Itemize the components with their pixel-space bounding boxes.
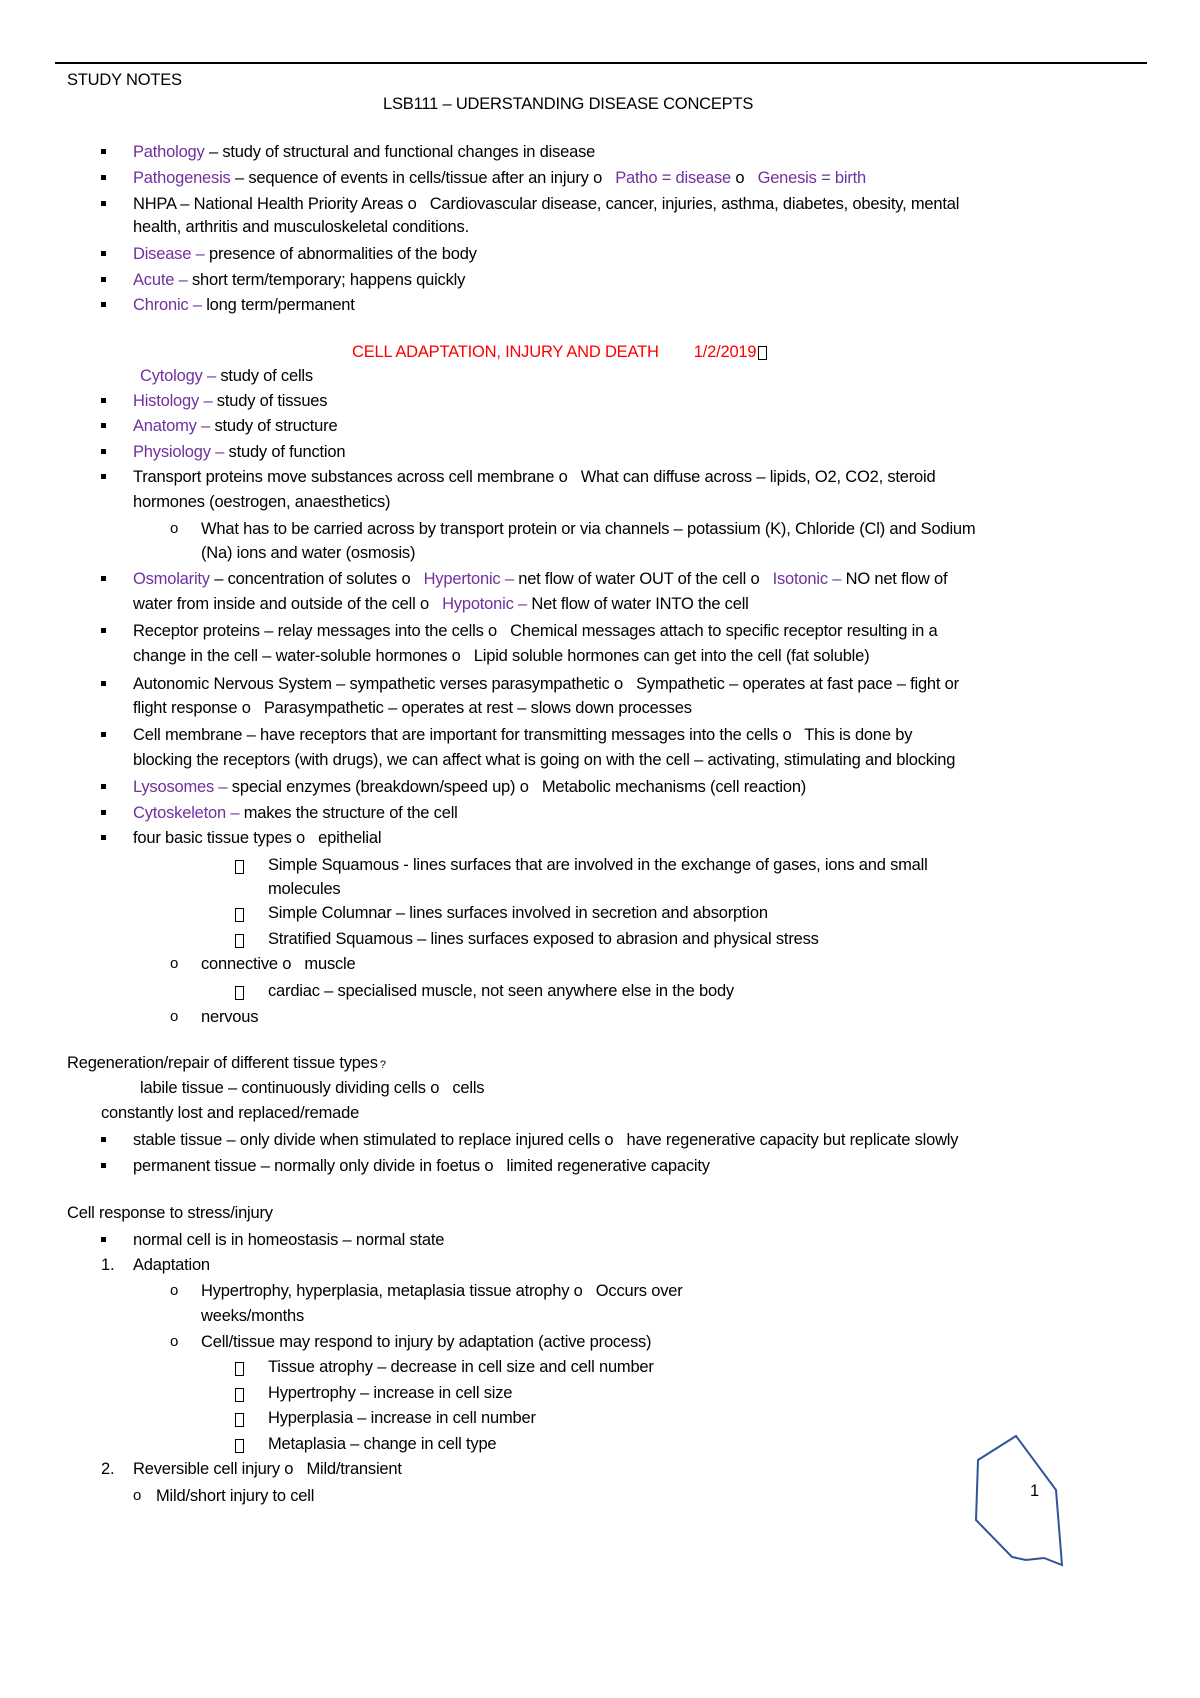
bullet <box>101 302 106 307</box>
list-item: Reversible cell injury o Mild/transient <box>133 1460 402 1478</box>
missing-glyph-icon <box>758 346 767 360</box>
list-item: Physiology – study of function <box>133 443 346 461</box>
list-item: Anatomy – study of structure <box>133 417 338 435</box>
list-item: Chronic – long term/permanent <box>133 296 355 314</box>
bullet <box>101 784 106 789</box>
list-item: four basic tissue types o epithelial <box>133 829 382 847</box>
sub-sub-list-item-continuation: molecules <box>268 880 341 898</box>
sub-list-item: What has to be carried across by transport protein or via channels – potassium (K), Chloride (Cl) and Sodium <box>201 520 976 538</box>
list-item: Adaptation <box>133 1256 210 1274</box>
sub-sub-list-item: Stratified Squamous – lines surfaces exposed to abrasion and physical stress <box>268 930 819 948</box>
missing-glyph-icon <box>235 908 244 922</box>
sub-sub-list-item: Simple Columnar – lines surfaces involved in secretion and absorption <box>268 904 768 922</box>
list-item: Osmolarity – concentration of solutes o Hypertonic – net flow of water OUT of the cell o Isotonic – NO net flow of <box>133 570 948 588</box>
list-item: Transport proteins move substances across cell membrane o What can diffuse across – lipids, O2, CO2, steroid <box>133 468 936 486</box>
course-title: LSB111 – UDERSTANDING DISEASE CONCEPTS <box>383 95 754 113</box>
list-item: Cell membrane – have receptors that are important for transmitting messages into the cells o This is done by <box>133 726 913 744</box>
top-rule <box>55 62 1147 64</box>
study-notes-label: STUDY NOTES <box>67 71 182 89</box>
circle-bullet: o <box>170 520 179 537</box>
list-item: Pathology – study of structural and functional changes in disease <box>133 143 596 161</box>
list-item: Histology – study of tissues <box>133 392 328 410</box>
bullet <box>101 1237 106 1242</box>
section-heading: Cell response to stress/injury <box>67 1204 273 1222</box>
list-item-continuation: flight response o Parasympathetic – operates at rest – slows down processes <box>133 699 692 717</box>
circle-bullet: o <box>170 955 179 972</box>
missing-glyph-icon <box>235 1439 244 1453</box>
bullet <box>101 1163 106 1168</box>
missing-glyph-icon <box>235 934 244 948</box>
list-item: Disease – presence of abnormalities of the body <box>133 245 477 263</box>
list-item: NHPA – National Health Priority Areas o Cardiovascular disease, cancer, injuries, asthma, diabetes, obesity, mental <box>133 195 960 213</box>
list-item: Cytoskeleton – makes the structure of the cell <box>133 804 458 822</box>
list-number: 1. <box>101 1256 115 1274</box>
bullet <box>101 398 106 403</box>
sub-list-item: nervous <box>201 1008 259 1026</box>
sub-sub-list-item: Hyperplasia – increase in cell number <box>268 1409 536 1427</box>
list-item: Pathogenesis – sequence of events in cells/tissue after an injury o Patho = disease o Genesis = birth <box>133 169 866 187</box>
list-item-continuation: water from inside and outside of the cell o Hypotonic – Net flow of water INTO the cell <box>133 595 749 613</box>
page-number: 1 <box>1030 1482 1039 1500</box>
section-heading: Regeneration/repair of different tissue types ? <box>67 1054 386 1072</box>
list-item: Lysosomes – special enzymes (breakdown/speed up) o Metabolic mechanisms (cell reaction) <box>133 778 807 796</box>
section-heading: CELL ADAPTATION, INJURY AND DEATH 1/2/2019 <box>352 342 767 362</box>
sub-sub-list-item: Metaplasia – change in cell type <box>268 1435 497 1453</box>
sub-list-item-continuation: (Na) ions and water (osmosis) <box>201 544 416 562</box>
bullet <box>101 474 106 479</box>
missing-glyph-icon <box>235 860 244 874</box>
sub-list-item: Mild/short injury to cell <box>156 1487 315 1505</box>
list-number: 2. <box>101 1460 115 1478</box>
sub-list-item: Cell/tissue may respond to injury by adaptation (active process) <box>201 1333 652 1351</box>
bullet <box>101 628 106 633</box>
list-item-continuation: change in the cell – water-soluble hormones o Lipid soluble hormones can get into the cell (fat soluble) <box>133 647 870 665</box>
list-item: permanent tissue – normally only divide in foetus o limited regenerative capacity <box>133 1157 710 1175</box>
list-item: stable tissue – only divide when stimulated to replace injured cells o have regenerative capacity but replicate slowly <box>133 1131 959 1149</box>
bullet <box>101 732 106 737</box>
list-item: Cytology – study of cells <box>140 367 313 385</box>
missing-glyph-icon <box>235 1362 244 1376</box>
circle-bullet: o <box>170 1282 179 1299</box>
list-item: normal cell is in homeostasis – normal state <box>133 1231 445 1249</box>
bullet <box>101 423 106 428</box>
list-item-continuation: blocking the receptors (with drugs), we can affect what is going on with the cell – activating, stimulating and blocking <box>133 751 956 769</box>
bullet <box>101 175 106 180</box>
bullet <box>101 149 106 154</box>
bullet <box>101 576 106 581</box>
list-item: Receptor proteins – relay messages into the cells o Chemical messages attach to specific receptor resulting in a <box>133 622 938 640</box>
bullet <box>101 251 106 256</box>
bullet <box>101 1137 106 1142</box>
missing-glyph-icon <box>235 1388 244 1402</box>
sub-sub-list-item: Simple Squamous - lines surfaces that are involved in the exchange of gases, ions and small <box>268 856 928 874</box>
list-item-continuation: hormones (oestrogen, anaesthetics) <box>133 493 391 511</box>
bullet <box>101 810 106 815</box>
bullet <box>101 277 106 282</box>
bullet <box>101 449 106 454</box>
bullet <box>101 835 106 840</box>
list-item-continuation: health, arthritis and musculoskeletal conditions. <box>133 218 469 236</box>
sub-sub-list-item: Hypertrophy – increase in cell size <box>268 1384 513 1402</box>
list-item: Autonomic Nervous System – sympathetic verses parasympathetic o Sympathetic – operates at fast pace – fight or <box>133 675 959 693</box>
missing-glyph-icon <box>235 1413 244 1427</box>
circle-bullet: o <box>133 1487 142 1504</box>
bullet <box>101 681 106 686</box>
circle-bullet: o <box>170 1333 179 1350</box>
circle-bullet: o <box>170 1008 179 1025</box>
list-item: labile tissue – continuously dividing cells o cells <box>140 1079 485 1097</box>
missing-glyph-icon <box>235 986 244 1000</box>
sub-sub-list-item: Tissue atrophy – decrease in cell size and cell number <box>268 1358 654 1376</box>
list-item-continuation: constantly lost and replaced/remade <box>101 1104 360 1122</box>
sub-list-item: Hypertrophy, hyperplasia, metaplasia tissue atrophy o Occurs over <box>201 1282 683 1300</box>
bullet <box>101 201 106 206</box>
sub-list-item: connective o muscle <box>201 955 356 973</box>
list-item: Acute – short term/temporary; happens quickly <box>133 271 466 289</box>
sub-sub-list-item: cardiac – specialised muscle, not seen anywhere else in the body <box>268 982 734 1000</box>
sub-list-item-continuation: weeks/months <box>201 1307 305 1325</box>
